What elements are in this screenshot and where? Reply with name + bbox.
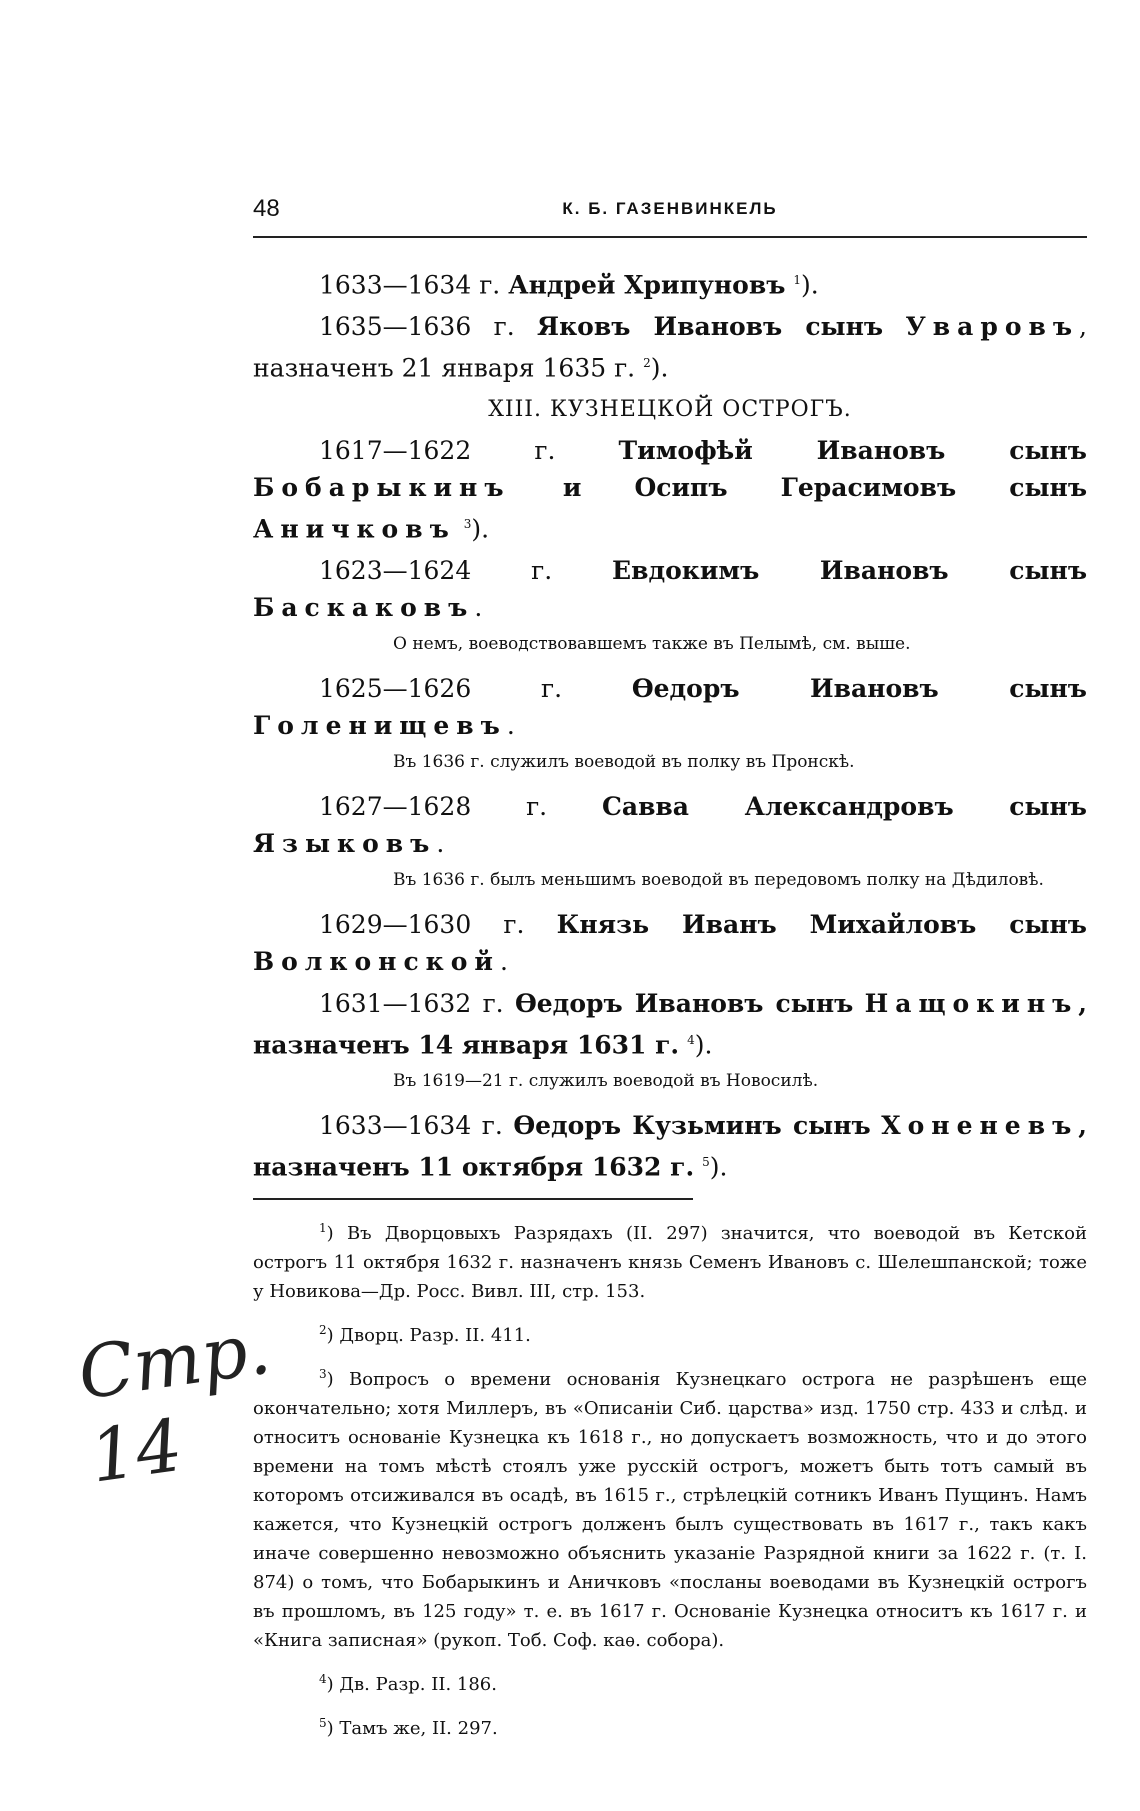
- handwritten-margin-note: Стр. 14: [73, 1305, 276, 1499]
- page-header: [253, 195, 1087, 229]
- section-title: XIII. КУЗНЕЦКОЙ ОСТРОГЪ.: [488, 396, 852, 422]
- header-rule: [253, 236, 1087, 238]
- entry: 1631—1632 г. Ѳедоръ Ивановъ сынъ Нащокинъ, назначенъ 14 января 1631 г. $^4$).: [253, 988, 1088, 1060]
- running-title: К. Б. ГАЗЕНВИНКЕЛЬ: [562, 199, 778, 218]
- entry-note: Въ 1636 г. былъ меньшимъ воеводой въ передовомъ полку на Дѣдиловѣ.: [393, 869, 1044, 890]
- entry: 1629—1630 г. Князь Иванъ Михайловъ сынъ Волконской.: [253, 909, 1087, 976]
- entry: 1633—1634 г. Андрей Хрипуновъ $^1$).: [319, 270, 819, 300]
- page-number: 48: [253, 195, 280, 222]
- footnote: $^4$) Дв. Разр. II. 186.: [319, 1671, 497, 1695]
- main-text: [253, 262, 1087, 1753]
- entry: 1625—1626 г. Ѳедоръ Ивановъ сынъ Голенищевъ.: [253, 673, 1087, 740]
- entry-note: О немъ, воеводствовавшемъ также въ Пелымѣ, см. выше.: [393, 633, 911, 654]
- footnote: $^2$) Дворц. Разр. II. 411.: [319, 1322, 531, 1346]
- entry-note: Въ 1636 г. служилъ воеводой въ полку въ Пронскѣ.: [393, 751, 855, 772]
- entry: 1623—1624 г. Евдокимъ Ивановъ сынъ Баскаковъ.: [253, 555, 1087, 622]
- entry: 1627—1628 г. Савва Александровъ сынъ Языковъ.: [253, 791, 1087, 858]
- footnote: $^1$) Въ Дворцовыхъ Разрядахъ (II. 297) значится, что воеводой въ Кетской острогъ 11 октября 1632 г. назначенъ князь Семенъ Ивановъ с. Шелешпанской; тоже у Новикова—Др. Росс. Вивл. III, стр. 153.: [253, 1220, 1087, 1302]
- entry: 1617—1622 г. Тимофѣй Ивановъ сынъ Бобарыкинъ и Осипъ Герасимовъ сынъ Аничковъ $^3$).: [253, 435, 1088, 543]
- footnote: $^5$) Тамъ же, II. 297.: [319, 1715, 498, 1739]
- footnote: $^3$) Вопросъ о времени основанія Кузнецкаго острога не разрѣшенъ еще окончательно; хотя Миллеръ, въ «Описаніи Сиб. царства» изд. 1750 стр. 433 и слѣд. и относитъ основаніе Кузнецка къ 1618 г., но допускаетъ возможность, что и до этого времени на томъ мѣстѣ стоялъ уже русскій острогъ, можетъ быть тотъ самый въ которомъ отсиживался въ осадѣ, въ 1615 г., стрѣлецкій сотникъ Иванъ Пущинъ. Намъ кажется, что Кузнецкій острогъ долженъ былъ существовать въ 1617 г., такъ какъ иначе совершенно невозможно объяснить указаніе Разрядной книги за 1622 г. (т. I. 874) о томъ, что Бобарыкинъ и Аничковъ «посланы воеводами въ Кузнецкій острогъ въ прошломъ, въ 125 году» т. е. въ 1617 г. Основаніе Кузнецка относитъ къ 1617 г. и «Книга записная» (рукоп. Тоб. Соф. каѳ. собора).: [253, 1366, 1087, 1651]
- entry: 1635—1636 г. Яковъ Ивановъ сынъ Уваровъ, назначенъ 21 января 1635 г. $^2$).: [253, 312, 1087, 383]
- entry: 1633—1634 г. Ѳедоръ Кузьминъ сынъ Хоненевъ, назначенъ 11 октября 1632 г. $^5$).: [253, 1111, 1087, 1182]
- footnote-rule: [253, 1198, 693, 1200]
- entry-note: Въ 1619—21 г. служилъ воеводой въ Новосилѣ.: [393, 1071, 819, 1092]
